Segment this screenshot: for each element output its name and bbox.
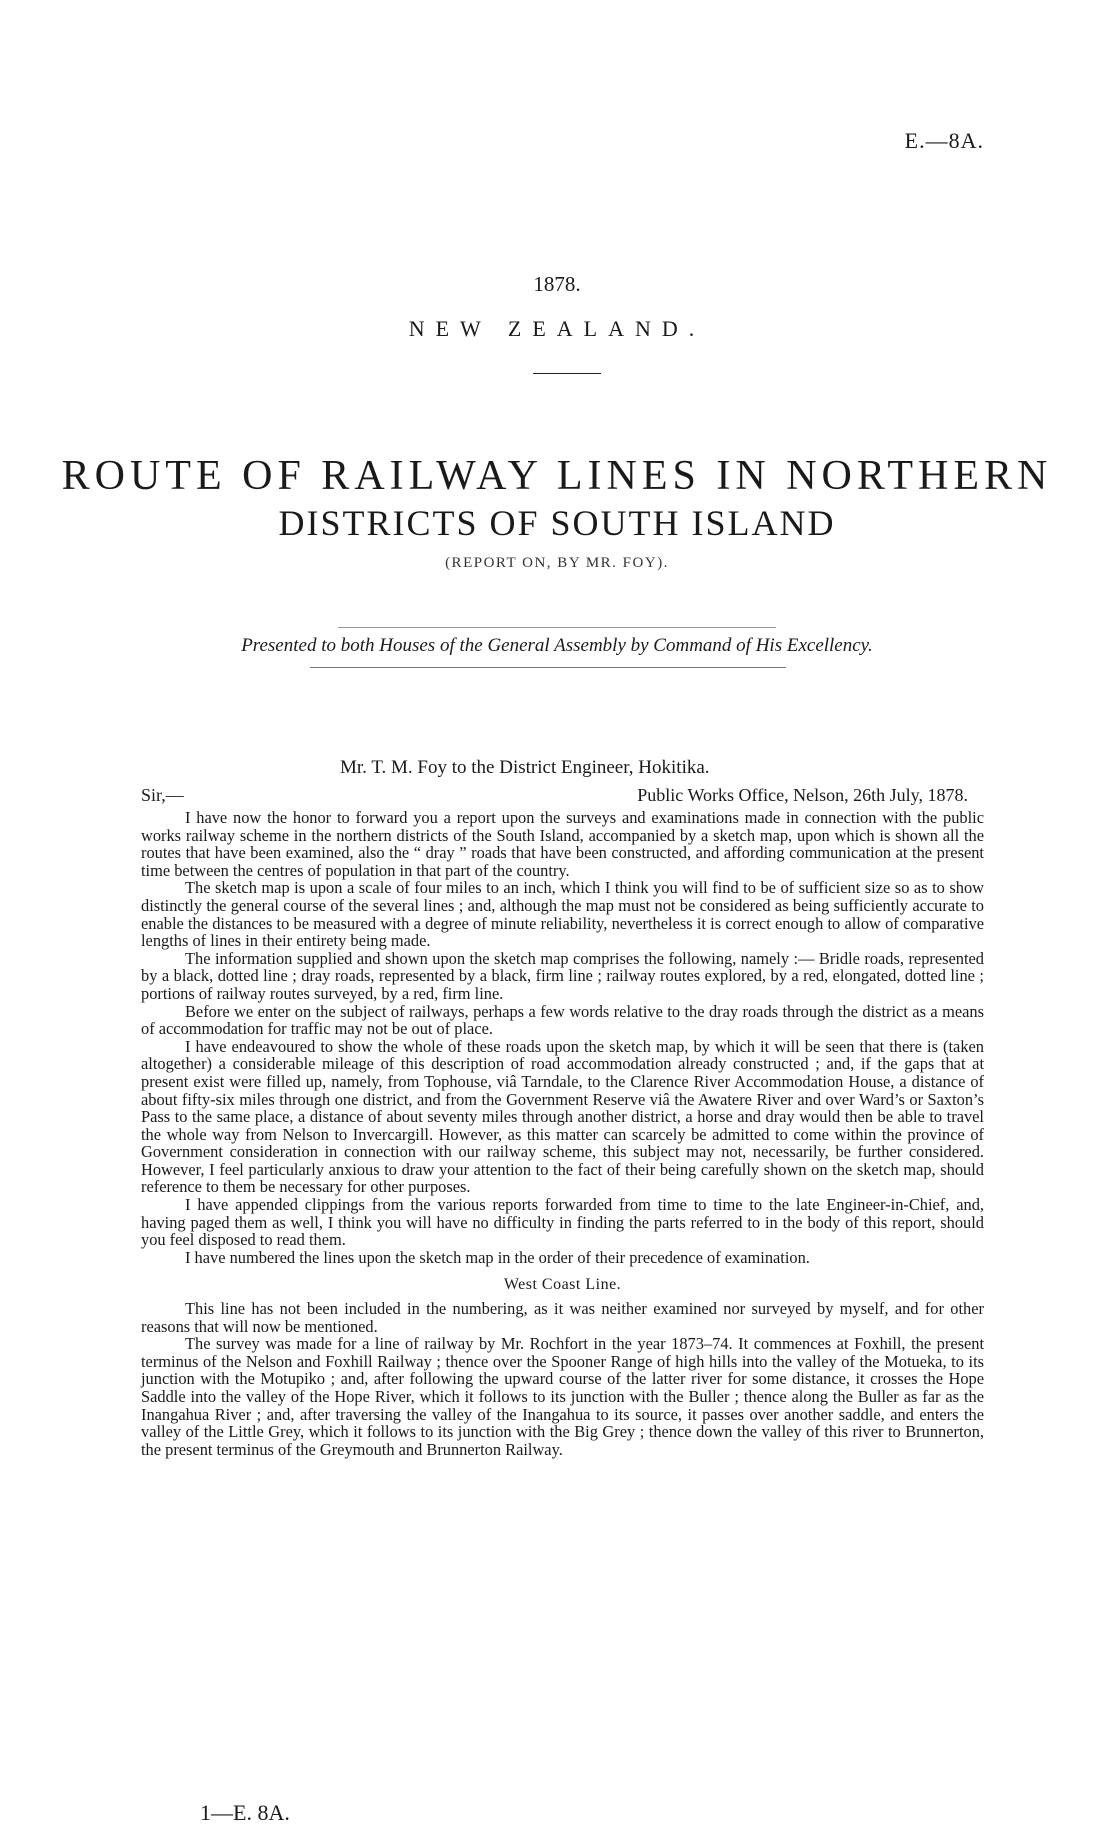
paragraph: The survey was made for a line of railway by Mr. Rochfort in the year 1873–74. It commences at Foxhill, the present terminus of the Nelson and Foxhill Railway ; thence over the Spooner Range of high hills into the valley of the Motueka, to its junction with the Motupiko ; and, after following the upward course of the latter river for some distance, it crosses the Hope Saddle into the valley of the Hope River, which it follows to its junction with the Buller ; thence along the Buller as far as the Inangahua River ; and, after traversing the valley of the Inangahua to its source, it passes over another saddle, and enters the valley of the Little Grey, which it follows to its junction with the Big Grey ; thence down the valley of this river to Brunnerton, the present terminus of the Greymouth and Brunnerton Railway.	[141, 1334, 984, 1459]
subtitle: (REPORT ON, BY MR. FOY).	[445, 555, 669, 571]
paragraph: The sketch map is upon a scale of four miles to an inch, which I think you will find to be of sufficient size so as to show distinctly the general course of the several lines ; and, although the map must not be considered as being sufficiently accurate to enable the distances to be measured with a degree of minute reliability, nevertheless it is correct enough to allow of comparative lengths of lines in their entirety being made.	[141, 878, 984, 951]
divider	[533, 373, 601, 374]
paragraph: The information supplied and shown upon the sketch map comprises the following, namely :— Bridle roads, represented by a black, dotted line ; dray roads, represented by a black, firm line ; railway routes explored, by a red, elongated, dotted line ; portions of railway routes surveyed, by a red, firm line.	[141, 948, 984, 1003]
presented-line: Presented to both Houses of the General Assembly by Command of His Excellency.	[241, 635, 873, 656]
country-heading: NEW ZEALAND.	[408, 316, 706, 341]
letter-address: Mr. T. M. Foy to the District Engineer, Hokitika.	[340, 757, 710, 778]
section-heading: West Coast Line.	[503, 1276, 622, 1294]
document-year: 1878.	[533, 272, 581, 296]
paragraph: I have endeavoured to show the whole of these roads upon the sketch map, by which it will be seen that there is (taken altogether) a considerable mileage of this description of road accommodation already constructed ; and, if the gaps that at present exist were filled up, namely, from Tophouse, viâ Tarndale, to the Clarence River Accommodation House, a distance of about fifty-six miles through one district, and from the Government Reserve viâ the Awatere River and over Ward’s or Saxton’s Pass to the same place, a distance of about seventy miles through another district, a horse and dray would then be able to travel the whole way from Nelson to Invercargill. However, as this matter can scarcely be admitted to come within the province of Government consideration in connection with our railway scheme, this subject may not, necessarily, be further considered. However, I feel particularly anxious to draw your attention to the fact of their being carefully shown on the sketch map, should reference to them be necessary for other purposes.	[141, 1036, 984, 1197]
paragraph: This line has not been included in the numbering, as it was neither examined nor surveyed by myself, and for other reasons that will now be mentioned.	[141, 1299, 984, 1336]
title-line-2: DISTRICTS OF SOUTH ISLAND	[278, 503, 836, 543]
divider	[338, 627, 776, 628]
paragraph: Before we enter on the subject of railways, perhaps a few words relative to the dray roads through the district as a means of accommodation for traffic may not be out of place.	[141, 1001, 984, 1039]
title-line-1: ROUTE OF RAILWAY LINES IN NORTHERN	[61, 453, 1053, 499]
salutation-line	[141, 785, 984, 809]
salutation: Sir,—	[141, 785, 184, 805]
paragraph: I have numbered the lines upon the sketch map in the order of their precedence of examination.	[185, 1247, 810, 1267]
paragraph: I have now the honor to forward you a report upon the surveys and examinations made in connection with the public works railway scheme in the northern districts of the South Island, accompanied by a sketch map, upon which is shown all the routes that have been examined, also the “ dray ” roads that have been constructed, and affording communication at the present time between the centres of population in that part of the country.	[141, 808, 984, 880]
letter-body	[141, 809, 984, 1458]
page-reference: 1—E. 8A.	[200, 1800, 290, 1825]
divider	[310, 667, 786, 668]
paragraph: I have appended clippings from the various reports forwarded from time to time to the late Engineer-in-Chief, and, having paged them as well, I think you will have no difficulty in finding the parts referred to in the body of this report, should you feel disposed to read them.	[141, 1195, 984, 1250]
document-reference: E.—8A.	[904, 128, 984, 153]
office-date: Public Works Office, Nelson, 26th July, 1878.	[637, 785, 968, 805]
